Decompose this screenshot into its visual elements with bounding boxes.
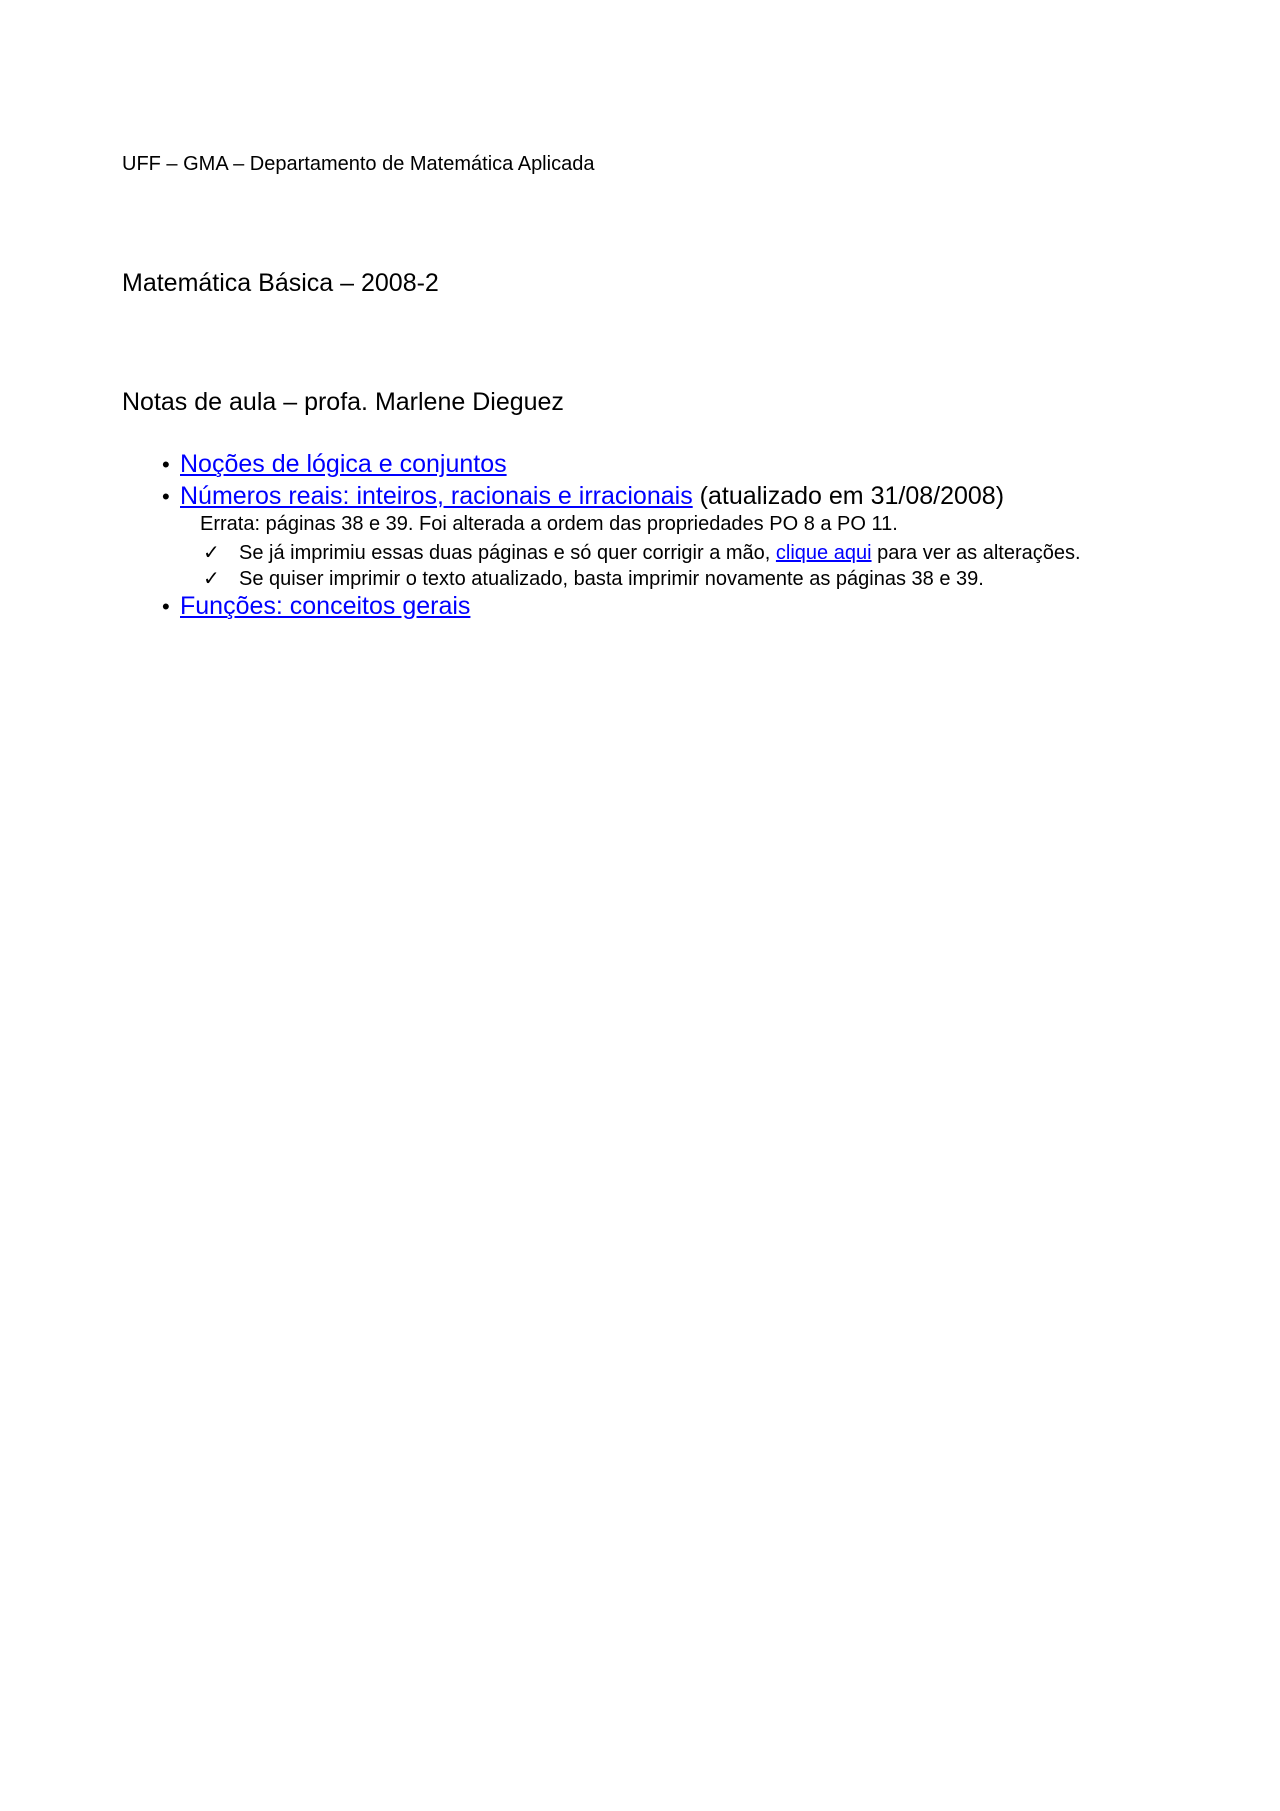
link-logic-sets[interactable]: Noções de lógica e conjuntos: [180, 450, 507, 478]
list-item-logic-sets: [162, 449, 507, 480]
check-text-before: Se já imprimiu essas duas páginas e só quer corrigir a mão,: [239, 542, 776, 564]
errata-note: Errata: páginas 38 e 39. Foi alterada a ordem das propriedades PO 8 a PO 11.: [200, 513, 898, 535]
errata-check-item-2: [203, 566, 984, 591]
link-functions[interactable]: Funções: conceitos gerais: [180, 592, 471, 620]
errata-check-item-1: [203, 540, 1081, 565]
list-item-real-numbers: [162, 481, 1004, 512]
notes-title: Notas de aula – profa. Marlene Dieguez: [122, 388, 564, 416]
bullet-icon: •: [162, 452, 170, 477]
check-text-after: para ver as alterações.: [871, 542, 1081, 564]
checkmark-icon: ✓: [203, 566, 220, 590]
bullet-icon: •: [162, 484, 170, 509]
bullet-icon: •: [162, 594, 170, 619]
update-note: (atualizado em 31/08/2008): [692, 482, 1005, 510]
link-real-numbers[interactable]: Números reais: inteiros, racionais e irracionais: [180, 482, 693, 510]
link-click-here[interactable]: clique aqui: [775, 542, 872, 564]
list-item-functions: [162, 591, 470, 622]
check-text: Se quiser imprimir o texto atualizado, basta imprimir novamente as páginas 38 e 39.: [239, 568, 984, 590]
course-title: Matemática Básica – 2008-2: [122, 269, 439, 297]
checkmark-icon: ✓: [203, 540, 220, 564]
department-header: UFF – GMA – Departamento de Matemática Aplicada: [122, 153, 595, 175]
